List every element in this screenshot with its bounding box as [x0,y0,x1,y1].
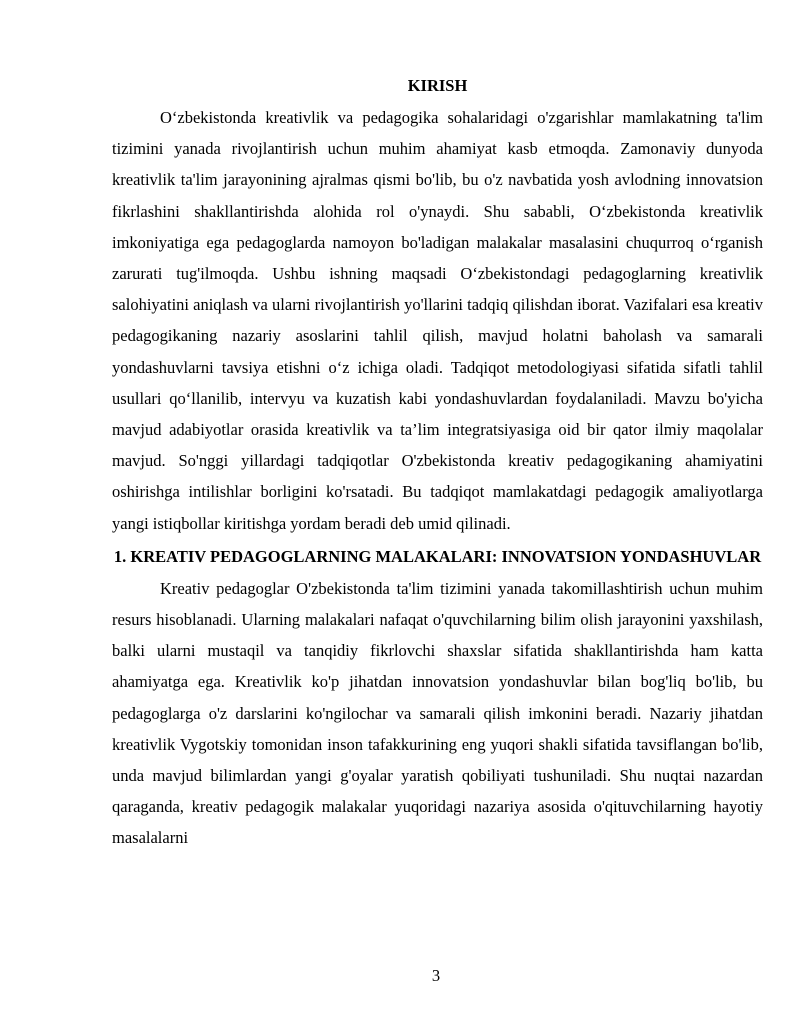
chapter-paragraph: Kreativ pedagoglar O'zbekistonda ta'lim tizimini yanada takomillashtirish uchun muhim resurs hisoblanadi. Ularning malakalari nafaqat o'quvchilarning bilim olish jarayonini yaxshilash, balki ularni mustaqil va tanqidiy fikrlovchi shaxslar sifatida shakllantirishda ham katta ahamiyatga ega. Kreativlik ko'p jihatdan innovatsion yondashuvlar bilan bog'liq bo'lib, bu pedagoglarga o'z darslarini ko'ngilochar va samarali qilish imkonini beradi. Nazariy jihatdan kreativlik Vygotskiy tomonidan inson tafakkurining eng yuqori shakli sifatida tavsiflangan bo'lib, unda mavjud bilimlardan yangi g'oyalar yaratish qobiliyati tushuniladi. Shu nuqtai nazardan qaraganda, kreativ pedagogik malakalar yuqoridagi nazariya asosida o'qituvchilarning hayotiy masalalarni [112,578,763,848]
section-heading: KIRISH [407,76,468,95]
page-number: 3 [431,966,441,985]
document-page [112,68,763,854]
chapter-title: 1. KREATIV PEDAGOGLARNING MALAKALARI: INNOVATSION YONDASHUVLAR [113,546,762,566]
intro-paragraph: O‘zbekistonda kreativlik va pedagogika sohalaridagi o'zgarishlar mamlakatning ta'lim tizimini yanada rivojlantirish uchun muhim ahamiyat kasb etmoqda. Zamonaviy dunyoda kreativlik ta'lim jarayonining ajralmas qismi bo'lib, bu o'z navbatida yosh avlodning innovatsion fikrlashini shakllantirishda alohida rol o'ynaydi. Shu sababli, O‘zbekistonda kreativlik imkoniyatiga ega pedagoglarda namoyon bo'ladigan malakalar masalasini chuqurroq o‘rganish zarurati tug'ilmoqda. Ushbu ishning maqsadi O‘zbekistondagi pedagoglarning kreativlik salohiyatini aniqlash va ularni rivojlantirish yo'llarini tadqiq qilishdan iborat. Vazifalari esa kreativ pedagogikaning nazariy asoslarini tahlil qilish, mavjud holatni baholash va samarali yondashuvlarni tavsiya etishni o‘z ichiga oladi. Tadqiqot metodologiyasi sifatida sifatli tahlil usullari qo‘llanilib, intervyu va kuzatish kabi yondashuvlardan foydalaniladi. Mavzu bo'yicha mavjud adabiyotlar orasida kreativlik va ta’lim integratsiyasiga oid bir qator ilmiy maqolalar mavjud. So'nggi yillardagi tadqiqotlar O'zbekistonda kreativ pedagogikaning ahamiyatini oshirishga intilishlar borligini ko'rsatadi. Bu tadqiqot mamlakatdagi pedagogik amaliyotlarga yangi istiqbollar kiritishga yordam beradi deb umid qilinadi. [112,108,763,533]
